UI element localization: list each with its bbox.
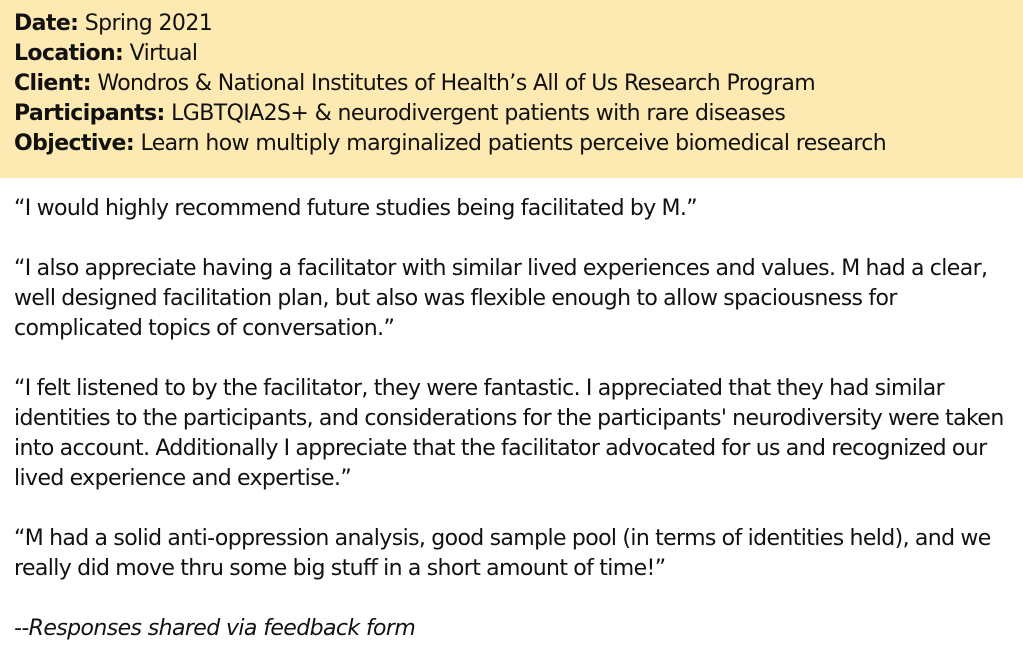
info-participants (14, 99, 1009, 129)
client-value: Wondros & National Institutes of Health’s All of Us Research Program (90, 71, 816, 96)
client-label: Client: (14, 71, 91, 96)
info-objective (14, 129, 1009, 159)
date-value: Spring 2021 (78, 11, 213, 36)
info-location (14, 39, 1009, 69)
date-label: Date: (14, 11, 79, 36)
location-label: Location: (14, 41, 124, 66)
testimonial-quote: “I also appreciate having a facilitator with similar lived experiences and values. M had a clear, well designed facilitation plan, but also was flexible enough to allow spaciousness for complicated topics of conversation.” (14, 256, 988, 341)
info-client (14, 69, 1009, 99)
testimonials (0, 178, 1023, 644)
objective-label: Objective: (14, 131, 135, 156)
project-info-box (0, 0, 1023, 178)
objective-value: Learn how multiply marginalized patients perceive biomedical research (134, 131, 887, 156)
testimonial-quote: “I would highly recommend future studies being facilitated by M.” (14, 196, 698, 221)
info-date (14, 9, 1009, 39)
attribution: --Responses shared via feedback form (14, 616, 416, 641)
location-value: Virtual (123, 41, 198, 66)
participants-value: LGBTQIA2S+ & neurodivergent patients with rare diseases (164, 101, 786, 126)
testimonial-quote: “I felt listened to by the facilitator, they were fantastic. I appreciated that they had similar identities to the participants, and considerations for the participants' neurodiversity were taken into account. Additionally I appreciate that the facilitator advocated for us and recognized our lived experience and expertise.” (14, 376, 1004, 491)
participants-label: Participants: (14, 101, 165, 126)
testimonial-quote: “M had a solid anti-oppression analysis, good sample pool (in terms of identities held), and we really did move thru some big stuff in a short amount of time!” (14, 526, 991, 581)
